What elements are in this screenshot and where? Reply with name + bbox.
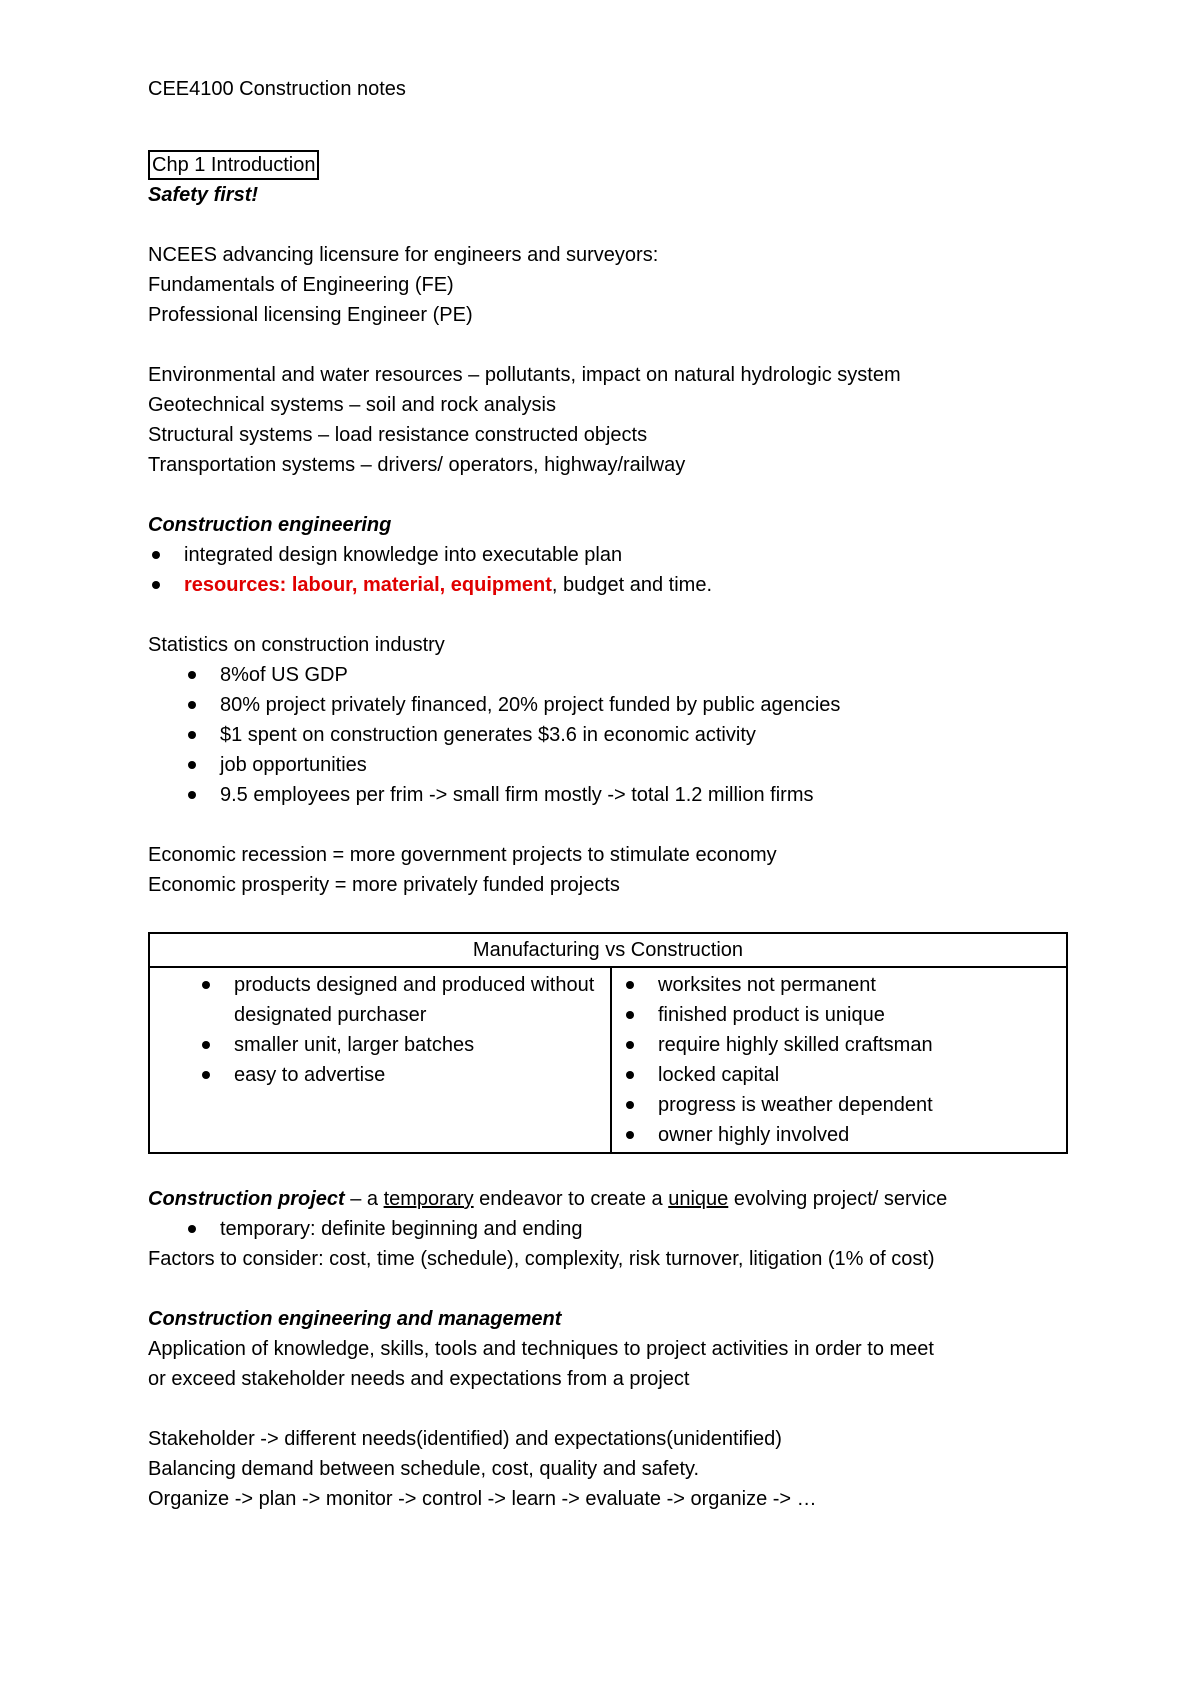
construction-engineering-heading: Construction engineering bbox=[148, 514, 392, 536]
discipline-structural: Structural systems – load resistance constructed objects bbox=[148, 424, 648, 446]
safety-subheading: Safety first! bbox=[148, 184, 259, 206]
list-item: resources: labour, material, equipment, budget and time. bbox=[148, 570, 1080, 600]
list-item: products designed and produced without designated purchaser bbox=[150, 970, 610, 1030]
list-item: temporary: definite beginning and ending bbox=[148, 1214, 1080, 1244]
bullet-icon bbox=[626, 1041, 634, 1049]
construction-engineering-list bbox=[148, 540, 1080, 600]
list-item: finished product is unique bbox=[612, 1000, 1066, 1030]
table-header: Manufacturing vs Construction bbox=[149, 933, 1067, 967]
cem-heading: Construction engineering and management bbox=[148, 1308, 562, 1330]
cycle-line: Organize -> plan -> monitor -> control -> learn -> evaluate -> organize -> … bbox=[148, 1488, 817, 1510]
bullet-icon bbox=[202, 1071, 210, 1079]
cem-line-1: Application of knowledge, skills, tools and techniques to project activities in order to meet bbox=[148, 1338, 934, 1360]
list-item: progress is weather dependent bbox=[612, 1090, 1066, 1120]
bullet-icon bbox=[626, 1011, 634, 1019]
list-item: worksites not permanent bbox=[612, 970, 1066, 1000]
resources-highlight: resources: labour, material, equipment bbox=[184, 574, 552, 596]
chapter-heading bbox=[148, 150, 1080, 180]
construction-project-definition: Construction project – a temporary endeavor to create a unique evolving project/ service bbox=[148, 1188, 948, 1210]
ncees-fe: Fundamentals of Engineering (FE) bbox=[148, 274, 454, 296]
discipline-environmental: Environmental and water resources – pollutants, impact on natural hydrologic system bbox=[148, 364, 901, 386]
bullet-icon bbox=[188, 761, 196, 769]
list-item: 9.5 employees per frim -> small firm mostly -> total 1.2 million firms bbox=[148, 780, 1080, 810]
construction-list bbox=[612, 970, 1066, 1150]
factors-to-consider: Factors to consider: cost, time (schedule), complexity, risk turnover, litigation (1% of cost) bbox=[148, 1248, 935, 1270]
bullet-icon bbox=[188, 731, 196, 739]
bullet-icon bbox=[626, 1131, 634, 1139]
statistics-heading: Statistics on construction industry bbox=[148, 634, 445, 656]
list-item: job opportunities bbox=[148, 750, 1080, 780]
bullet-icon bbox=[188, 671, 196, 679]
list-item: easy to advertise bbox=[150, 1060, 610, 1090]
discipline-transportation: Transportation systems – drivers/ operators, highway/railway bbox=[148, 454, 686, 476]
discipline-geotechnical: Geotechnical systems – soil and rock analysis bbox=[148, 394, 556, 416]
bullet-icon bbox=[626, 1071, 634, 1079]
manufacturing-cell bbox=[149, 967, 611, 1153]
bullet-icon bbox=[152, 581, 160, 589]
economy-recession: Economic recession = more government projects to stimulate economy bbox=[148, 844, 777, 866]
bullet-icon bbox=[188, 1225, 196, 1233]
list-item: $1 spent on construction generates $3.6 in economic activity bbox=[148, 720, 1080, 750]
construction-project-list bbox=[148, 1214, 1080, 1244]
list-item: require highly skilled craftsman bbox=[612, 1030, 1066, 1060]
list-item: smaller unit, larger batches bbox=[150, 1030, 610, 1060]
balancing-line: Balancing demand between schedule, cost, quality and safety. bbox=[148, 1458, 700, 1480]
chapter-heading-box: Chp 1 Introduction bbox=[148, 150, 319, 180]
bullet-icon bbox=[202, 981, 210, 989]
bullet-icon bbox=[626, 981, 634, 989]
bullet-icon bbox=[188, 701, 196, 709]
statistics-list bbox=[148, 660, 1080, 810]
bullet-icon bbox=[188, 791, 196, 799]
list-item: integrated design knowledge into executable plan bbox=[148, 540, 1080, 570]
ncees-pe: Professional licensing Engineer (PE) bbox=[148, 304, 473, 326]
ncees-intro: NCEES advancing licensure for engineers and surveyors: bbox=[148, 244, 659, 266]
economy-prosperity: Economic prosperity = more privately funded projects bbox=[148, 874, 620, 896]
manufacturing-vs-construction-table bbox=[148, 932, 1068, 1154]
document-title: CEE4100 Construction notes bbox=[148, 78, 406, 100]
list-item: 8%of US GDP bbox=[148, 660, 1080, 690]
list-item: 80% project privately financed, 20% project funded by public agencies bbox=[148, 690, 1080, 720]
bullet-icon bbox=[152, 551, 160, 559]
list-item: locked capital bbox=[612, 1060, 1066, 1090]
bullet-icon bbox=[626, 1101, 634, 1109]
manufacturing-list bbox=[150, 970, 610, 1090]
list-item: owner highly involved bbox=[612, 1120, 1066, 1150]
stakeholder-line: Stakeholder -> different needs(identified) and expectations(unidentified) bbox=[148, 1428, 782, 1450]
cem-line-2: or exceed stakeholder needs and expectations from a project bbox=[148, 1368, 690, 1390]
bullet-icon bbox=[202, 1041, 210, 1049]
construction-cell bbox=[611, 967, 1067, 1153]
